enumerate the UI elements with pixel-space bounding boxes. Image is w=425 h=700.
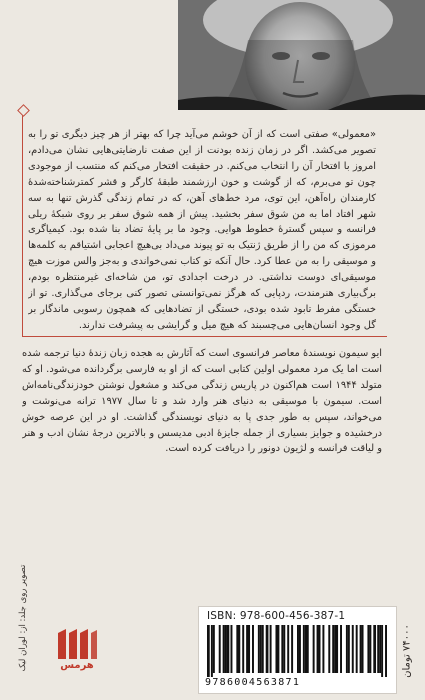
barcode-bar bbox=[340, 625, 342, 673]
barcode-bar bbox=[299, 625, 301, 673]
barcode-bar bbox=[313, 625, 315, 673]
barcode-bar bbox=[211, 625, 213, 677]
barcode-bar bbox=[346, 625, 348, 673]
barcode-bar bbox=[348, 625, 350, 673]
barcode-bar bbox=[352, 625, 354, 673]
barcode-bar bbox=[303, 625, 305, 673]
barcode-bar bbox=[230, 625, 232, 673]
barcode-bar bbox=[266, 625, 269, 673]
barcode-bar bbox=[207, 625, 210, 677]
barcode-bar bbox=[260, 625, 262, 673]
barcode-bar bbox=[258, 625, 260, 673]
barcode-digits: 9786004563871 bbox=[205, 677, 301, 688]
barcode-bar bbox=[248, 625, 250, 673]
barcode-bar bbox=[367, 625, 369, 673]
barcode-bar bbox=[291, 625, 293, 673]
author-bio: ایو سیمون نویسندهٔ معاصر فرانسوی است که آثارش به هجده زبان زندهٔ دنیا ترجمه شده است اما یک مرد معمولی اولین کتابی است که از او به فارسی برگردانده می‌شود. او که متولد ۱۹۴۴ است هم‌اکنون در پاریس زندگی می‌کند و مشغول نوشتن خودزندگی‌نامه‌اش است. سیمون با موسیقی به دنیای هنر وارد شد و تا سال ۱۹۷۷ ترانه می‌نوشت و می‌خواند، سپس به طور جدی پا به دنیای نویسندگی گذاشت. او در این عرصه خوش درخشیده و جوایز بسیاری از جمله جایزهٔ ادبی مدیسس و بالاترین درجهٔ نشان ادب و هنر و لیاقت فرانسه و لژیون دونور را دریافت کرده است. bbox=[22, 348, 382, 455]
barcode-bar bbox=[219, 625, 221, 673]
barcode-bar bbox=[362, 625, 364, 673]
barcode-bar bbox=[319, 625, 321, 673]
barcode-bar bbox=[262, 625, 264, 673]
barcode-bar bbox=[277, 625, 279, 673]
barcode-bar bbox=[287, 625, 289, 673]
barcode-bar bbox=[385, 625, 387, 677]
publisher-name: هرمس bbox=[60, 660, 94, 671]
publisher-logo-icon bbox=[55, 627, 99, 661]
barcode-bar bbox=[379, 625, 381, 673]
barcode-icon bbox=[207, 625, 387, 677]
barcode-bar bbox=[381, 625, 383, 677]
barcode-bar bbox=[227, 625, 230, 673]
barcode-bar bbox=[373, 625, 376, 673]
barcode-bar bbox=[213, 625, 215, 673]
frame-ornament bbox=[17, 104, 30, 117]
barcode-bar bbox=[377, 625, 379, 673]
barcode-bar bbox=[238, 625, 240, 673]
barcode-bar bbox=[223, 625, 225, 673]
barcode-bar bbox=[281, 625, 283, 673]
blurb-quote: «معمولی» صفتی است که از آن خوشم می‌آید چرا که بهتر از هر چیز دیگری تو را به تصویر می‌کشد. اگر در زمان زنده بودنت از این صفت نارضایتی‌هایی نشان می‌دادم، امروز با افتخار آن را انتخاب می‌کنم. در حقیقت افتخار می‌کنم که منتسب از موجودی چون تو می‌برم، که از گوشت و خون ارزشمند طبقهٔ کارگر و قشر کمترشناخته‌شدهٔ کارمندان راه‌آهن، این توی، مرد خط‌های آهن، که در تمام زندگی گذرش تنها به سه شهر افتاد اما به من شوق سفر بخشید. پیش از همه شوق سفر بر روی شبکهٔ ریلی فرانسه و سپس گسترهٔ خطوط هوایی. وجود ما بر پایهٔ تضاد بنا شده بود. کیمیاگری مرموزی که من را از طریق ژنتیک به تو پیوند می‌داد بی‌هیچ اعجابی اشتیاقم به کلمه‌ها و موسیقی را به من عطا کرد. حال آنکه تو کتاب نمی‌خواندی و به‌جز والس موزت هیچ موسیقی‌ای دوست نداشتی. در درخت اجدادی تو، من شاخه‌ای غیرمنتظره بودم، برگ‌بیاری هنرمندت، ردپایی که هرگز نمی‌توانستی تصور کنی برجای می‌گذاری. تو از خستگی مفرط تابود شده بودی، خستگی از تضادهایی که همچون رسوبی ماندگار بر گل وجود انسان‌هایی می‌چسبند که هیچ میل و گرایشی به پیشرفت ندارند. bbox=[28, 129, 376, 331]
barcode-bar bbox=[297, 625, 299, 673]
barcode-bar bbox=[225, 625, 227, 673]
price-label: ۷۴۰۰۰ تومان bbox=[401, 624, 413, 678]
publisher-logo bbox=[55, 627, 99, 683]
author-photo bbox=[178, 0, 425, 110]
cover-credit: تصویر روی جلد: از: لوران لیک bbox=[18, 564, 28, 672]
barcode-bar bbox=[322, 625, 324, 673]
barcode-bar bbox=[360, 625, 362, 673]
barcode-bar bbox=[336, 625, 338, 673]
isbn-label: ISBN: 978-600-456-387-1 bbox=[207, 610, 346, 622]
barcode-bar bbox=[332, 625, 334, 673]
barcode-bar bbox=[307, 625, 309, 673]
barcode-bar bbox=[270, 625, 272, 673]
barcode-bar bbox=[283, 625, 285, 673]
barcode-bar bbox=[242, 625, 244, 673]
barcode-bar bbox=[356, 625, 358, 673]
barcode-bar bbox=[369, 625, 371, 673]
barcode-bar bbox=[317, 625, 319, 673]
barcode-bar bbox=[252, 625, 254, 673]
barcode-bar bbox=[328, 625, 330, 673]
barcode-panel bbox=[198, 606, 397, 694]
